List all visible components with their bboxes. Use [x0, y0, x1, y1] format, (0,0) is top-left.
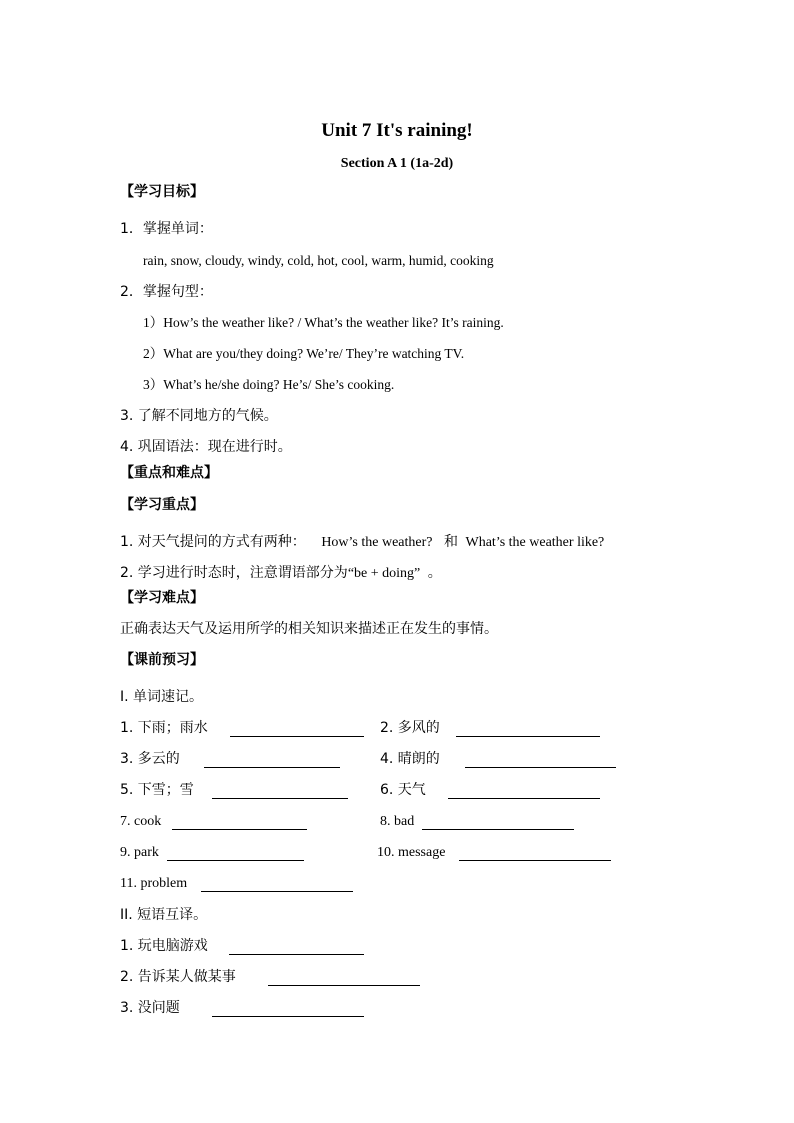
answer-blank-7[interactable]: [172, 829, 307, 830]
sentence-pattern-3: 3）What’s he/she doing? He’s/ She’s cooking.: [143, 377, 395, 392]
word-item-8: 8. bad: [380, 814, 415, 829]
key-point-2-prefix: 2. 学习进行时态时，注意谓语部分为: [120, 565, 348, 581]
difficult-points-header: 【学习难点】: [120, 590, 204, 606]
phrase-blank-2[interactable]: [268, 985, 420, 986]
goal-item-2: 2．掌握句型：: [120, 284, 213, 300]
phrase-item-3: 3. 没问题: [120, 1000, 180, 1016]
section-phrase-translate: II. 短语互译。: [120, 907, 208, 923]
key-point-1: [120, 533, 604, 552]
word-item-5: 5. 下雪；雪: [120, 782, 194, 798]
section-word-memorize: I. 单词速记。: [120, 689, 204, 705]
answer-blank-8[interactable]: [422, 829, 574, 830]
key-point-1-prefix: 1. 对天气提问的方式有两种：: [120, 534, 306, 550]
answer-blank-9[interactable]: [167, 860, 304, 861]
vocabulary-list: rain, snow, cloudy, windy, cold, hot, cool, warm, humid, cooking: [143, 253, 494, 268]
key-points-header: 【学习重点】: [120, 497, 204, 513]
answer-blank-4[interactable]: [465, 767, 616, 768]
answer-blank-5[interactable]: [212, 798, 348, 799]
goal-item-3: 3. 了解不同地方的气候。: [120, 408, 278, 424]
word-item-4: 4. 晴朗的: [380, 751, 440, 767]
word-item-7: 7. cook: [120, 814, 162, 829]
answer-blank-1[interactable]: [230, 736, 364, 737]
key-point-2-end: 。: [427, 565, 442, 581]
learning-goals-header: 【学习目标】: [120, 184, 204, 200]
page-title: Unit 7 It's raining!: [321, 120, 473, 141]
section-subtitle: Section A 1 (1a-2d): [340, 156, 454, 171]
key-point-1-question-a: How’s the weather?: [321, 535, 433, 550]
goal-item-4: 4. 巩固语法：现在进行时。: [120, 439, 292, 455]
key-point-1-and: 和: [444, 534, 458, 550]
difficult-points-text: 正确表达天气及运用所学的相关知识来描述正在发生的事情。: [120, 621, 498, 637]
phrase-item-1: 1. 玩电脑游戏: [120, 938, 208, 954]
goal-item-1: 1．掌握单词：: [120, 221, 213, 237]
key-point-2-formula: “be + doing”: [347, 566, 421, 581]
word-item-3: 3. 多云的: [120, 751, 180, 767]
key-point-1-question-b: What’s the weather like?: [465, 535, 605, 550]
answer-blank-3[interactable]: [204, 767, 340, 768]
answer-blank-2[interactable]: [456, 736, 600, 737]
word-item-2: 2. 多风的: [380, 720, 440, 736]
phrase-blank-3[interactable]: [212, 1016, 364, 1017]
answer-blank-11[interactable]: [201, 891, 353, 892]
key-point-2: [120, 564, 442, 583]
preview-header: 【课前预习】: [120, 652, 204, 668]
word-item-6: 6. 天气: [380, 782, 426, 798]
word-item-9: 9. park: [120, 845, 159, 860]
answer-blank-6[interactable]: [448, 798, 600, 799]
answer-blank-10[interactable]: [459, 860, 611, 861]
word-item-11: 11. problem: [120, 876, 188, 891]
sentence-pattern-2: 2）What are you/they doing? We’re/ They’re watching TV.: [143, 346, 465, 361]
sentence-pattern-1: 1）How’s the weather like? / What’s the weather like? It’s raining.: [143, 315, 504, 330]
phrase-blank-1[interactable]: [229, 954, 364, 955]
key-and-difficult-header: 【重点和难点】: [120, 465, 218, 481]
word-item-1: 1. 下雨；雨水: [120, 720, 208, 736]
phrase-item-2: 2. 告诉某人做某事: [120, 969, 236, 985]
word-item-10: 10. message: [377, 845, 446, 860]
